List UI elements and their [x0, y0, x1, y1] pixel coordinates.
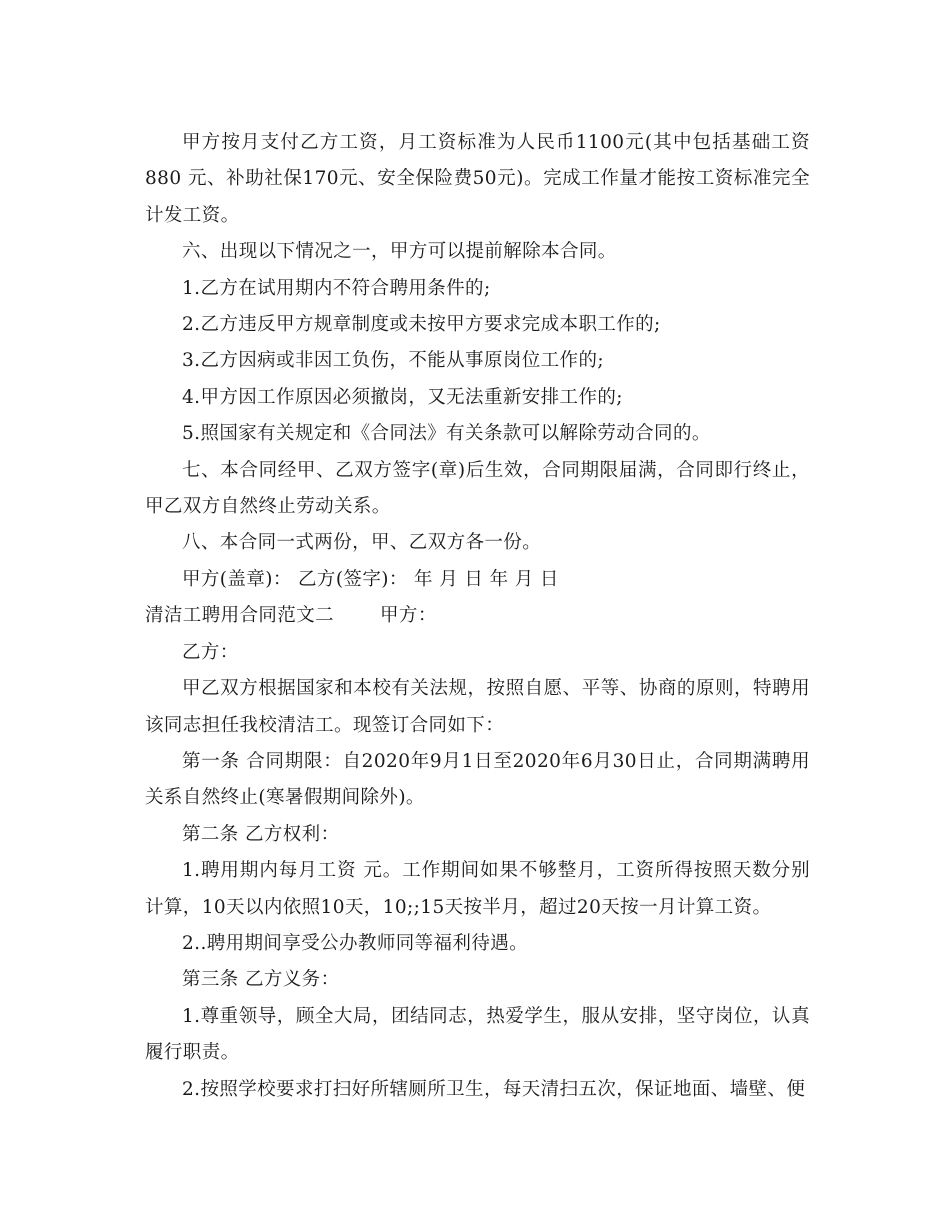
article-three-item-2: 2.按照学校要求打扫好所辖厕所卫生，每天清扫五次，保证地面、墙壁、便 — [182, 1078, 806, 1100]
paragraph-copies: 八、本合同一式两份，甲、乙双方各一份。 — [182, 532, 542, 554]
party-b-label: 乙方： — [182, 641, 239, 663]
article-two-item-2: 2..聘用期间享受公办教师同等福利待遇。 — [182, 932, 529, 954]
article-three-heading: 第三条 乙方义务： — [182, 969, 340, 991]
list-item-2: 2.乙方违反甲方规章制度或未按甲方要求完成本职工作的; — [182, 314, 661, 336]
list-item-1: 1.乙方在试用期内不符合聘用条件的; — [182, 277, 491, 299]
article-one: 第一条 合同期限：自2020年9月1日至2020年6月30日止，合同期满聘用关系自然终止(寒暑假期间除外)。 — [145, 750, 810, 809]
paragraph-salary: 甲方按月支付乙方工资，月工资标准为人民币1100元(其中包括基础工资880 元、补助社保170元、安全保险费50元)。完成工作量才能按工资标准完全计发工资。 — [145, 132, 810, 226]
list-item-4: 4.甲方因工作原因必须撤岗，又无法重新安排工作的; — [182, 386, 623, 408]
signature-line: 甲方(盖章)： 乙方(签字)： 年 月 日 年 月 日 — [182, 568, 559, 590]
paragraph-termination-heading: 六、出现以下情况之一，甲方可以提前解除本合同。 — [182, 241, 617, 263]
list-item-5: 5.照国家有关规定和《合同法》有关条款可以解除劳动合同的。 — [182, 423, 711, 445]
paragraph-effectiveness: 七、本合同经甲、乙双方签字(章)后生效，合同期限届满，合同即行终止，甲乙双方自然终止劳动关系。 — [145, 459, 810, 518]
article-two-item-1: 1.聘用期内每月工资 元。工作期间如果不够整月，工资所得按照天数分别计算，10天以内依照10天，10;;15天按半月，超过20天按一月计算工资。 — [145, 860, 810, 918]
article-three-item-1: 1.尊重领导，顾全大局，团结同志，热爱学生，服从安排，坚守岗位，认真履行职责。 — [145, 1005, 810, 1064]
list-item-3: 3.乙方因病或非因工负伤，不能从事原岗位工作的; — [182, 350, 604, 372]
document-body — [145, 125, 810, 1108]
section-two-title: 清洁工聘用合同范文二 — [145, 605, 335, 627]
party-a-label: 甲方： — [380, 605, 437, 627]
paragraph-preamble: 甲乙双方根据国家和本校有关法规，按照自愿、平等、协商的原则，特聘用该同志担任我校清洁工。现签订合同如下： — [145, 678, 810, 736]
article-two-heading: 第二条 乙方权利： — [182, 823, 340, 845]
section-two-heading — [145, 598, 810, 634]
